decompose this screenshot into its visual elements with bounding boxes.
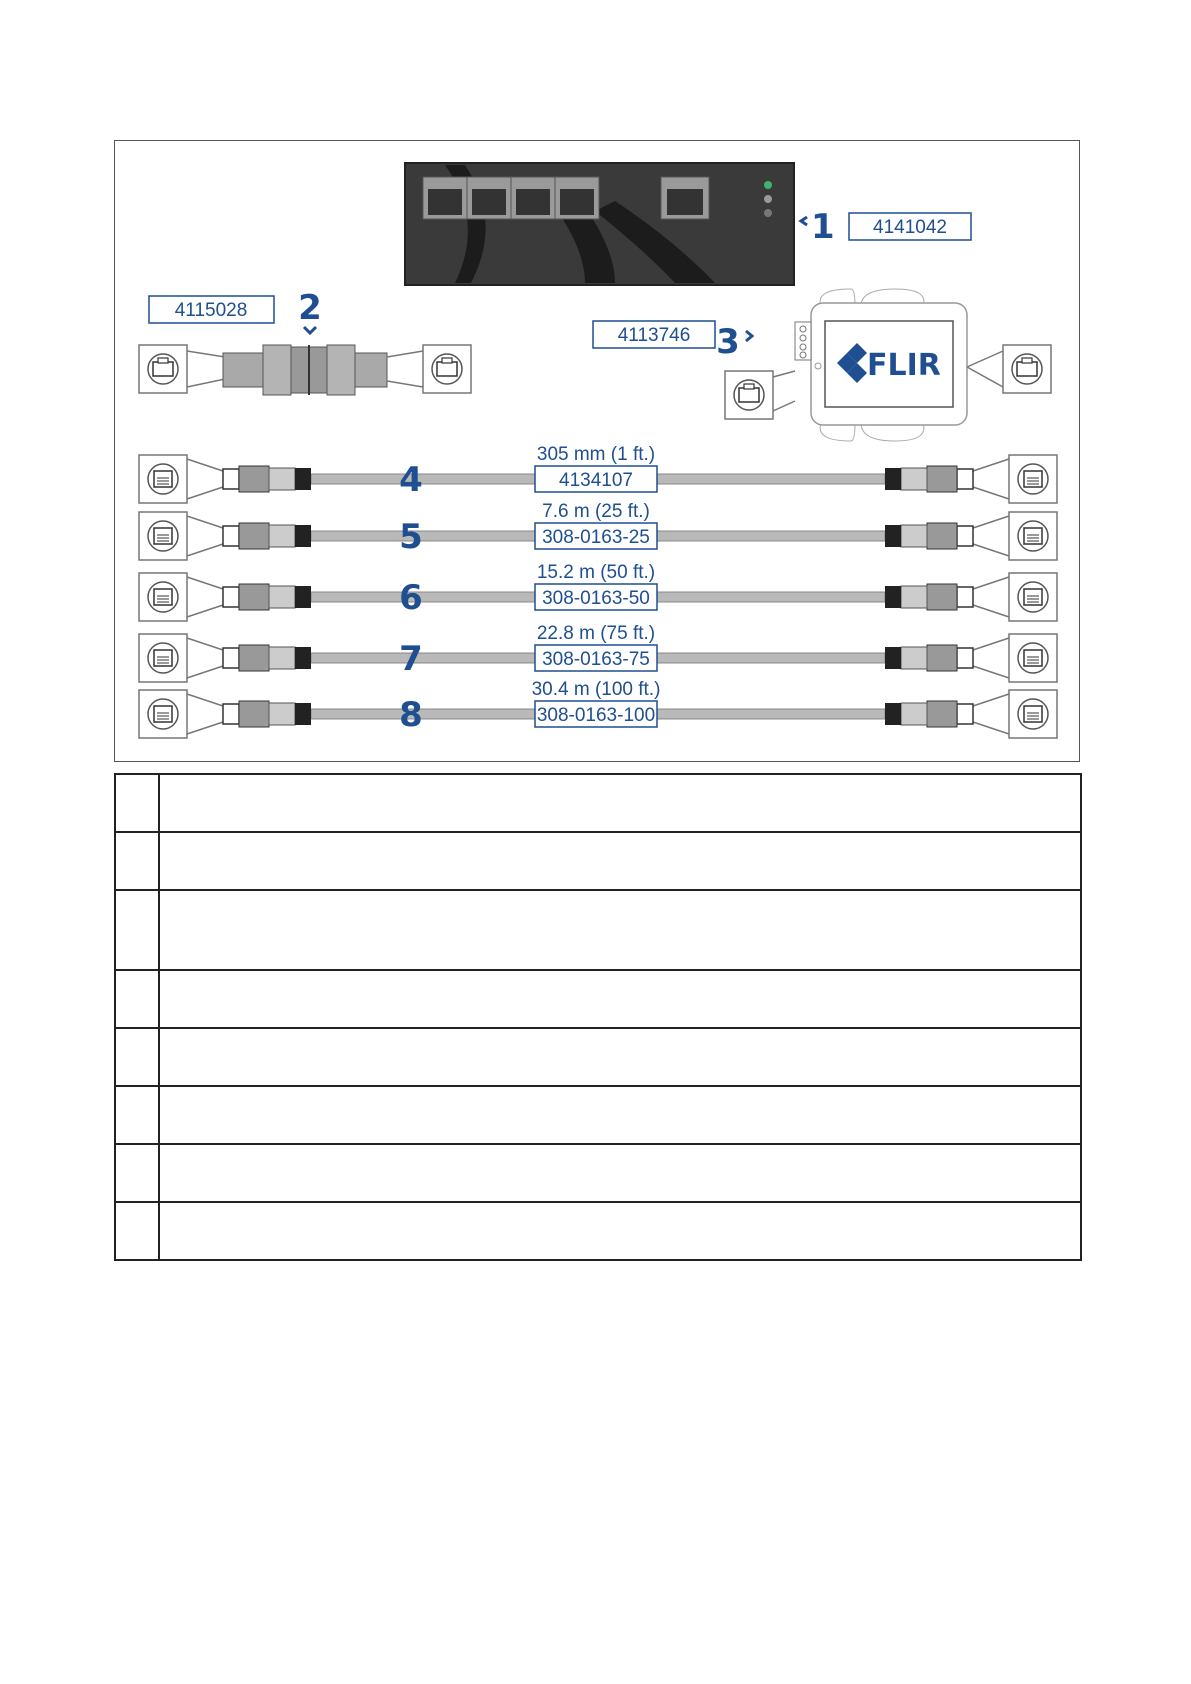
port-icon bbox=[423, 345, 471, 393]
port-icon bbox=[1003, 345, 1051, 393]
brand-name: FLIR bbox=[867, 348, 941, 383]
cable-part-number: 308-0163-50 bbox=[542, 588, 650, 609]
cable-length: 7.6 m (25 ft.) bbox=[542, 501, 650, 522]
item-number-3: 3 bbox=[716, 322, 740, 362]
legend-row bbox=[115, 774, 1081, 832]
cable-length: 30.4 m (100 ft.) bbox=[531, 679, 661, 700]
legend-key bbox=[115, 1028, 159, 1086]
legend-description bbox=[159, 832, 1081, 890]
cable-row bbox=[139, 562, 1057, 621]
rj45-port-icon bbox=[139, 573, 187, 621]
rj45-port-icon bbox=[1009, 455, 1057, 503]
pointer-arrow-icon bbox=[801, 217, 807, 225]
legend-key bbox=[115, 774, 159, 832]
port-icon bbox=[139, 345, 187, 393]
cable-part-number: 308-0163-100 bbox=[536, 705, 656, 726]
legend-description bbox=[159, 890, 1081, 970]
cable-row bbox=[139, 444, 1057, 503]
legend-key bbox=[115, 832, 159, 890]
legend-key bbox=[115, 890, 159, 970]
legend-row bbox=[115, 1086, 1081, 1144]
legend-key bbox=[115, 1144, 159, 1202]
part-number-injector: 4113746 bbox=[617, 325, 691, 346]
rj45-port-icon bbox=[1009, 634, 1057, 682]
legend-table bbox=[114, 773, 1082, 1261]
cable-part-number: 308-0163-25 bbox=[542, 527, 650, 548]
legend-description bbox=[159, 774, 1081, 832]
legend-row bbox=[115, 832, 1081, 890]
item-number: 5 bbox=[399, 517, 423, 557]
item-number-1: 1 bbox=[811, 207, 835, 247]
cable-length: 15.2 m (50 ft.) bbox=[536, 562, 656, 583]
rj45-port-icon bbox=[1009, 690, 1057, 738]
rj45-port-icon bbox=[139, 690, 187, 738]
rj45-port-icon bbox=[139, 634, 187, 682]
item-number-2: 2 bbox=[298, 288, 322, 328]
legend-key bbox=[115, 970, 159, 1028]
legend-row bbox=[115, 1144, 1081, 1202]
legend-row bbox=[115, 1202, 1081, 1260]
cable-length: 22.8 m (75 ft.) bbox=[536, 623, 656, 644]
cable-part-number: 4134107 bbox=[559, 470, 633, 491]
rj45-port-icon bbox=[139, 455, 187, 503]
cable-part-number: 308-0163-75 bbox=[542, 649, 650, 670]
rj45-port-icon bbox=[139, 512, 187, 560]
pointer-arrow-icon bbox=[746, 331, 752, 341]
cable-row bbox=[139, 679, 1057, 738]
port-icon bbox=[725, 371, 773, 419]
item-number: 7 bbox=[399, 639, 423, 679]
item-number: 4 bbox=[399, 460, 423, 500]
legend-description bbox=[159, 970, 1081, 1028]
legend-row bbox=[115, 890, 1081, 970]
legend-key bbox=[115, 1202, 159, 1260]
legend-description bbox=[159, 1202, 1081, 1260]
rj45-port-icon bbox=[1009, 512, 1057, 560]
legend-key bbox=[115, 1086, 159, 1144]
legend-row bbox=[115, 970, 1081, 1028]
legend-row bbox=[115, 1028, 1081, 1086]
rj45-coupler bbox=[223, 345, 387, 395]
rj45-port-icon bbox=[1009, 573, 1057, 621]
ethernet-cables bbox=[139, 444, 1057, 738]
legend-description bbox=[159, 1144, 1081, 1202]
cable-length: 305 mm (1 ft.) bbox=[536, 444, 656, 465]
part-number-coupler: 4115028 bbox=[174, 300, 248, 321]
legend-description bbox=[159, 1086, 1081, 1144]
item-number: 8 bbox=[399, 695, 423, 735]
poe-injector bbox=[795, 289, 967, 441]
network-switch bbox=[405, 163, 794, 285]
cable-row bbox=[139, 623, 1057, 682]
accessories-diagram bbox=[114, 140, 1080, 762]
item-number: 6 bbox=[399, 578, 423, 618]
part-number-switch: 4141042 bbox=[873, 217, 947, 238]
flir-logo bbox=[837, 343, 941, 383]
cable-row bbox=[139, 501, 1057, 560]
legend-description bbox=[159, 1028, 1081, 1086]
